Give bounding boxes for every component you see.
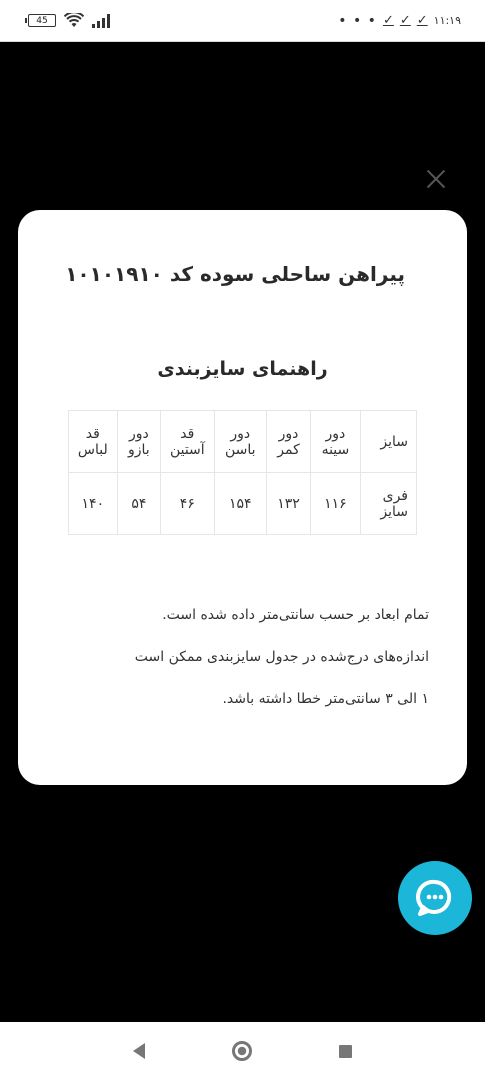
clock: ۱۱:۱۹ xyxy=(433,14,461,27)
check-icon: ✓ xyxy=(399,13,411,28)
check-icon: ✓ xyxy=(416,13,428,28)
size-guide-title: راهنمای سایزبندی xyxy=(157,358,328,380)
navigation-bar xyxy=(0,1022,485,1080)
home-icon[interactable] xyxy=(232,1041,252,1061)
close-icon[interactable] xyxy=(422,165,450,193)
header-waist: دور کمر xyxy=(266,411,310,473)
note-line: تمام ابعاد بر حسب سانتی‌متر داده شده است. xyxy=(162,607,429,623)
header-arm: دور بازو xyxy=(117,411,160,473)
note-line: اندازه‌های درج‌شده در جدول سایزبندی ممکن است xyxy=(134,649,429,665)
status-bar xyxy=(0,0,485,42)
cell-length: ۱۴۰ xyxy=(69,473,118,535)
back-icon[interactable] xyxy=(133,1043,145,1059)
table-header-row xyxy=(69,411,417,473)
status-left xyxy=(28,13,112,29)
battery-icon xyxy=(28,14,56,27)
cell-chest: ۱۱۶ xyxy=(311,473,360,535)
check-icon: ✓ xyxy=(382,13,394,28)
cell-size: فری سایز xyxy=(360,473,416,535)
status-right xyxy=(338,13,461,29)
size-table xyxy=(68,410,417,535)
chat-button[interactable] xyxy=(398,861,472,935)
size-notes xyxy=(135,594,429,720)
wifi-icon xyxy=(64,13,84,29)
header-chest: دور سینه xyxy=(311,411,360,473)
header-sleeve: قد آستین xyxy=(161,411,214,473)
header-hip: دور باسن xyxy=(214,411,266,473)
cell-sleeve: ۴۶ xyxy=(161,473,214,535)
header-length: قد لباس xyxy=(69,411,118,473)
battery-level: 45 xyxy=(36,15,48,26)
table-row xyxy=(69,473,417,535)
recent-apps-icon[interactable] xyxy=(339,1045,352,1058)
notification-dots: • • • xyxy=(338,12,377,29)
signal-icon xyxy=(92,14,112,28)
note-line: ۱ الی ۳ سانتی‌متر خطا داشته باشد. xyxy=(222,691,429,707)
header-size: سایز xyxy=(360,411,416,473)
cell-hip: ۱۵۴ xyxy=(214,473,266,535)
product-title: پیراهن ساحلی سوده کد ۱۰۱۰۱۹۱۰ xyxy=(65,262,405,286)
size-guide-modal xyxy=(18,210,467,785)
cell-arm: ۵۴ xyxy=(117,473,160,535)
cell-waist: ۱۳۲ xyxy=(266,473,310,535)
chat-icon xyxy=(415,878,455,918)
